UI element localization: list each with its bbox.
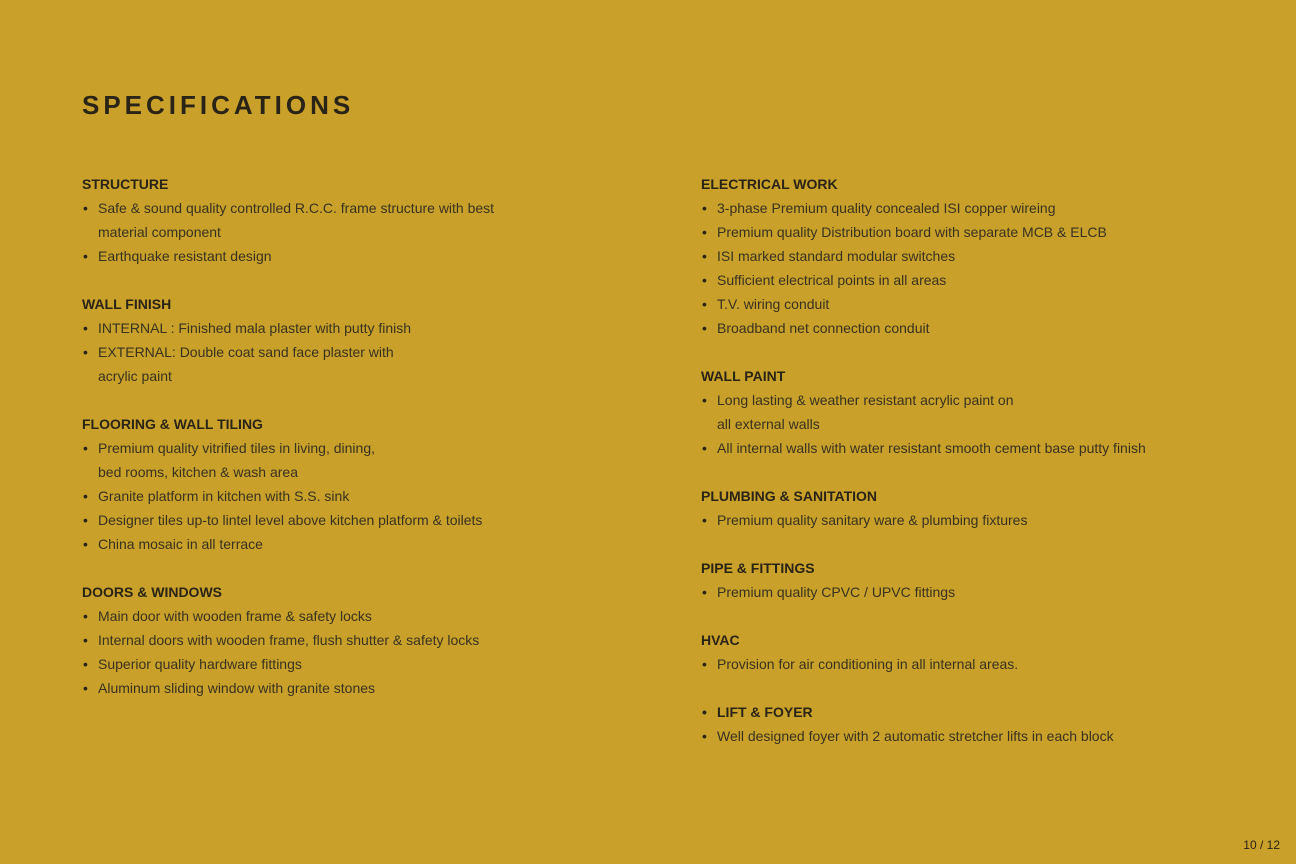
spec-section-hvac (701, 628, 1261, 676)
bullet-item (701, 652, 1261, 676)
bullet-line: • China mosaic in all terrace (98, 536, 263, 552)
section-heading: DOORS & WINDOWS (82, 584, 222, 600)
section-heading: PLUMBING & SANITATION (701, 488, 878, 504)
bullet-line: • Provision for air conditioning in all internal areas. (717, 656, 1019, 672)
bullet-list (82, 436, 602, 556)
spec-section-doors-and-windows (82, 580, 602, 700)
spec-section-structure (82, 172, 602, 268)
bullet-item (701, 268, 1261, 292)
bullet-item (82, 532, 602, 556)
bullet-item (701, 724, 1261, 748)
bullet-item (701, 388, 1261, 436)
bullet-item (701, 700, 1261, 724)
section-heading: STRUCTURE (82, 176, 169, 192)
section-heading: HVAC (701, 632, 740, 648)
right-column (701, 172, 1261, 772)
bullet-line: • EXTERNAL: Double coat sand face plaster with (98, 344, 394, 360)
bullet-line: • Well designed foyer with 2 automatic stretcher lifts in each block (717, 728, 1114, 744)
section-heading: WALL PAINT (701, 368, 786, 384)
bullet-line: • Safe & sound quality controlled R.C.C. frame structure with best (98, 200, 495, 216)
bullet-item (701, 508, 1261, 532)
left-column (82, 172, 602, 724)
bullet-list (82, 316, 602, 388)
spec-section-lift-and-foyer (701, 700, 1261, 748)
bullet-item (82, 244, 602, 268)
section-heading: ELECTRICAL WORK (701, 176, 838, 192)
bullet-list (701, 508, 1261, 532)
bullet-line: bed rooms, kitchen & wash area (98, 464, 298, 480)
bullet-line: • Premium quality vitrified tiles in living, dining, (98, 440, 375, 456)
bullet-list (82, 604, 602, 700)
spec-section-flooring-and-wall-tiling (82, 412, 602, 556)
bullet-item (82, 340, 602, 388)
section-heading: WALL FINISH (82, 296, 172, 312)
bullet-line: • Long lasting & weather resistant acrylic paint on (717, 392, 1014, 408)
section-heading: FLOORING & WALL TILING (82, 416, 263, 432)
bullet-line: • Designer tiles up-to lintel level above kitchen platform & toilets (98, 512, 483, 528)
section-heading: PIPE & FITTINGS (701, 560, 815, 576)
bullet-list (701, 196, 1261, 340)
bullet-line: • Broadband net connection conduit (717, 320, 930, 336)
bullet-item (82, 316, 602, 340)
bullet-item (82, 676, 602, 700)
bullet-item (701, 316, 1261, 340)
bullet-line: • Aluminum sliding window with granite stones (98, 680, 376, 696)
bullet-list (82, 196, 602, 268)
bullet-item (82, 508, 602, 532)
bullet-list (701, 652, 1261, 676)
spec-section-wall-paint (701, 364, 1261, 460)
bullet-line: • Premium quality CPVC / UPVC fittings (717, 584, 956, 600)
bullet-line: acrylic paint (98, 368, 172, 384)
bullet-item (701, 292, 1261, 316)
bullet-list (701, 700, 1261, 748)
bullet-item (82, 196, 602, 244)
bullet-line: all external walls (717, 416, 820, 432)
bullet-item (82, 604, 602, 628)
spec-section-wall-finish (82, 292, 602, 388)
bullet-line: • Superior quality hardware fittings (98, 656, 302, 672)
spec-section-plumbing-and-sanitation (701, 484, 1261, 532)
bullet-item (82, 652, 602, 676)
bullet-item (701, 580, 1261, 604)
bullet-line: • ISI marked standard modular switches (717, 248, 956, 264)
bullet-item (82, 484, 602, 508)
bullet-line: • 3-phase Premium quality concealed ISI copper wireing (717, 200, 1056, 216)
bullet-line: • T.V. wiring conduit (717, 296, 830, 312)
bullet-line: • Internal doors with wooden frame, flush shutter & safety locks (98, 632, 480, 648)
bullet-item (701, 436, 1261, 460)
spec-section-electrical-work (701, 172, 1261, 340)
bullet-item (82, 628, 602, 652)
bullet-item (701, 220, 1261, 244)
bullet-item (82, 436, 602, 484)
bullet-line: • All internal walls with water resistant smooth cement base putty finish (717, 440, 1146, 456)
bullet-line: • Main door with wooden frame & safety locks (98, 608, 372, 624)
page-title: SPECIFICATIONS (82, 90, 355, 120)
bullet-line: • Granite platform in kitchen with S.S. sink (98, 488, 350, 504)
bullet-list (701, 388, 1261, 460)
bullet-line: • Premium quality Distribution board with separate MCB & ELCB (717, 224, 1107, 240)
bullet-item (701, 244, 1261, 268)
bullet-line: • Earthquake resistant design (98, 248, 272, 264)
page-number: 10 / 12 (1243, 838, 1280, 852)
spec-section-pipe-and-fittings (701, 556, 1261, 604)
bullet-line: material component (98, 224, 221, 240)
bullet-line: • LIFT & FOYER (717, 704, 813, 720)
bullet-list (701, 580, 1261, 604)
bullet-line: • INTERNAL : Finished mala plaster with putty finish (98, 320, 412, 336)
bullet-line: • Premium quality sanitary ware & plumbing fixtures (717, 512, 1028, 528)
bullet-line: • Sufficient electrical points in all areas (717, 272, 947, 288)
bullet-item (701, 196, 1261, 220)
